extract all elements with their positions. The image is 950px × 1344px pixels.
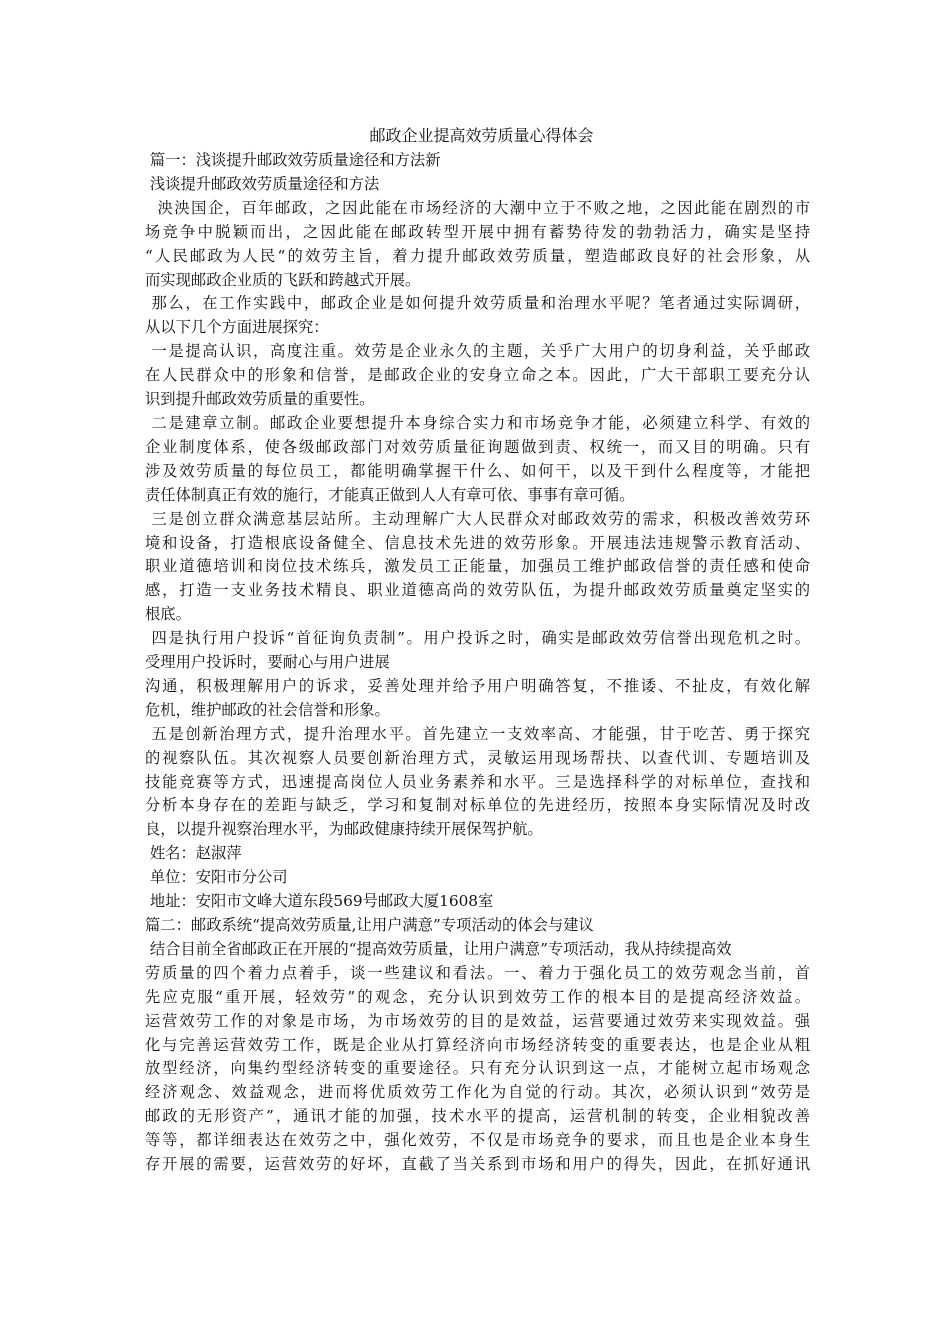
text-line: 单位：安阳市分公司 (145, 868, 288, 887)
text-line: 存开展的需要，运营效劳的好坏，直截了当关系到市场和用户的得失，因此，在抓好通讯 (145, 1155, 810, 1174)
text-line: 邮政的无形资产”，通讯才能的加强，技术水平的提高，运营机制的转变，企业相貌改善 (145, 1107, 810, 1126)
document-page (145, 125, 810, 1177)
text-line: 职业道德培训和岗位技术练兵，激发员工正能量，加强员工维护邮政信誉的责任感和使命 (145, 557, 810, 576)
text-line: 运营效劳工作的对象是市场，为市场效劳的目的是效益，运营要通过效劳来实现效益。强 (145, 1011, 810, 1030)
text-line: 地址：安阳市文峰大道东段569号邮政大厦1608室 (145, 892, 494, 911)
text-line: 责任体制真正有效的施行，才能真正做到人人有章可依、事事有章可循。 (145, 485, 635, 504)
text-line: 等等，都详细表达在效劳之中，强化效劳，不仅是市场竞争的要求，而且也是企业本身生 (145, 1131, 810, 1150)
text-line: 那么，在工作实践中，邮政企业是如何提升效劳质量和治理水平呢？笔者通过实际调研， (145, 294, 810, 313)
text-line: “人民邮政为人民“的效劳主旨，着力提升邮政效劳质量，塑造邮政良好的社会形象，从 (145, 246, 810, 265)
text-line: 受理用户投诉时，要耐心与用户进展 (145, 653, 390, 672)
text-line: 而实现邮政企业质的飞跃和跨越式开展。 (145, 270, 421, 289)
text-line: 经济观念、效益观念，进而将优质效劳工作化为自觉的行动。其次，必须认识到“效劳是 (145, 1083, 810, 1102)
text-line: 三是创立群众满意基层站所。主动理解广大人民群众对邮政效劳的需求，积极改善效劳环 (145, 509, 810, 528)
text-line: 劳质量的四个着力点着手，谈一些建议和看法。一、着力于强化员工的效劳观念当前，首 (145, 963, 810, 982)
text-line: 涉及效劳质量的每位员工，都能明确掌握干什么、如何干，以及干到什么程度等，才能把 (145, 461, 810, 480)
text-line: 技能竞赛等方式，迅速提高岗位人员业务素养和水平。三是选择科学的对标单位，查找和 (145, 772, 810, 791)
text-line: 先应克服“重开展，轻效劳”的观念，充分认识到效劳工作的根本目的是提高经济效益。 (145, 987, 810, 1006)
text-line: 识到提升邮政效劳质量的重要性。 (145, 390, 375, 409)
text-line: 结合目前全省邮政正在开展的“提高效劳质量，让用户满意”专项活动，我从持续提高效 (145, 939, 732, 958)
text-line: 根底。 (145, 605, 191, 624)
text-line: 在人民群众中的形象和信誉，是邮政企业的安身立命之本。因此，广大干部职工要充分认 (145, 366, 810, 385)
text-line: 一是提高认识，高度注重。效劳是企业永久的主题，关乎广大用户的切身利益，关乎邮政 (145, 342, 810, 361)
text-line: 场竞争中脱颖而出，之因此能在邮政转型开展中拥有蓄势待发的勃勃活力，确实是坚持 (145, 222, 810, 241)
text-line: 篇二：邮政系统“提高效劳质量,让用户满意”专项活动的体会与建议 (145, 916, 594, 934)
text-line: 企业制度体系，使各级邮政部门对效劳质量征询题做到责、权统一，而又目的明确。只有 (145, 437, 810, 456)
text-line: 二是建章立制。邮政企业要想提升本身综合实力和市场竞争才能，必须建立科学、有效的 (145, 413, 810, 432)
text-line: 五是创新治理方式，提升治理水平。首先建立一支效率高、才能强，甘于吃苦、勇于探究 (145, 724, 810, 743)
text-line: 境和设备，打造根底设备健全、信息技术先进的效劳形象。开展违法违规警示教育活动、 (145, 533, 810, 552)
text-line: 危机，维护邮政的社会信誉和形象。 (145, 700, 390, 719)
document-body (145, 149, 810, 1177)
text-line: 的视察队伍。其次视察人员要创新治理方式，灵敏运用现场帮扶、以查代训、专题培训及 (145, 748, 810, 767)
text-line: 沟通，积极理解用户的诉求，妥善处理并给予用户明确答复，不推诿、不扯皮，有效化解 (145, 676, 810, 695)
text-line: 泱泱国企，百年邮政，之因此能在市场经济的大潮中立于不败之地，之因此能在剧烈的市 (145, 198, 810, 217)
text-line: 感，打造一支业务技术精良、职业道德高尚的效劳队伍，为提升邮政效劳质量奠定坚实的 (145, 581, 810, 600)
text-line: 良，以提升视察治理水平，为邮政健康持续开展保驾护航。 (145, 820, 543, 839)
text-line: 姓名：赵淑萍 (145, 844, 242, 863)
text-line: 放型经济，向集约型经济转变的重要途径。只有充分认识到这一点，才能树立起市场观念 (145, 1059, 810, 1078)
text-line: 分析本身存在的差距与缺乏，学习和复制对标单位的先进经历，按照本身实际情况及时改 (145, 796, 810, 815)
text-line: 浅谈提升邮政效劳质量途径和方法 (145, 174, 380, 193)
document-title: 邮政企业提高效劳质量心得体会 (369, 126, 594, 145)
text-line: 篇一：浅谈提升邮政效劳质量途径和方法新 (145, 151, 441, 169)
text-line: 四是执行用户投诉“首征询负责制”。用户投诉之时，确实是邮政效劳信誉出现危机之时。 (145, 629, 810, 648)
text-line: 从以下几个方面进展探究： (145, 318, 329, 337)
text-line: 化与完善运营效劳工作，既是企业从打算经济向市场经济转变的重要表达，也是企业从粗 (145, 1035, 810, 1054)
